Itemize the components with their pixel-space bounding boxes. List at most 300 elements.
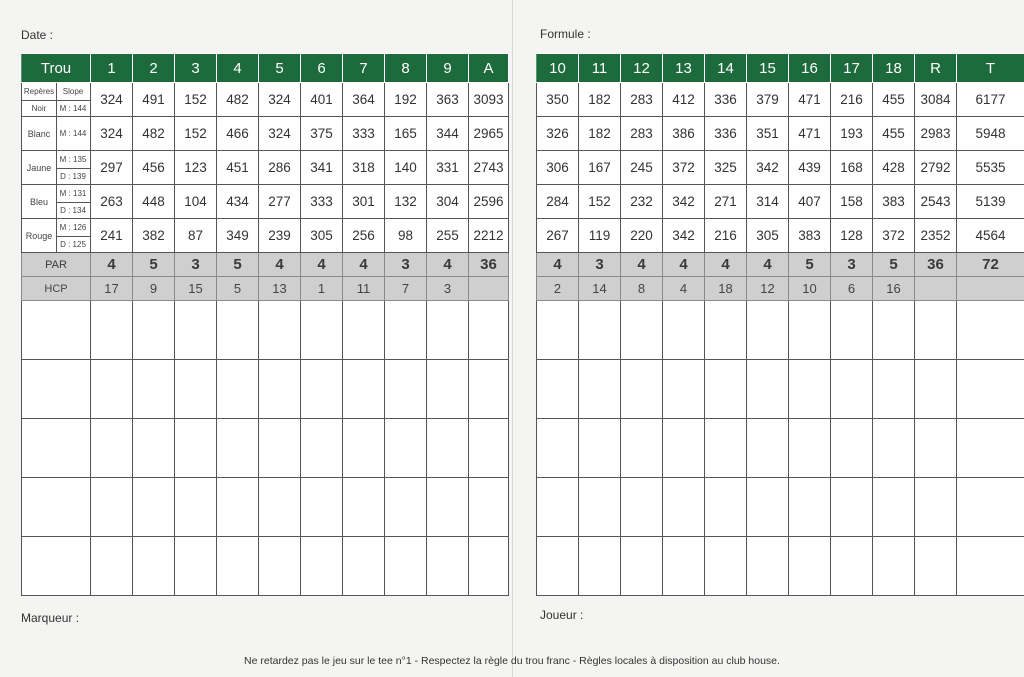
- distance-cell: 304: [427, 185, 469, 219]
- score-grand-total-cell[interactable]: [957, 301, 1024, 360]
- tee-label-cell: [22, 83, 91, 117]
- page-fold: [512, 0, 513, 677]
- score-cell[interactable]: [789, 419, 831, 478]
- score-cell[interactable]: [175, 360, 217, 419]
- scorecard-front-nine: [21, 53, 509, 596]
- footer-rules-note: Ne retardez pas le jeu sur le tee n°1 - Respectez la règle du trou franc - Règles locales à disposition au club house.: [244, 655, 780, 667]
- par-grand-total-cell: 72: [957, 253, 1024, 277]
- score-cell[interactable]: [747, 419, 789, 478]
- distance-cell: 263: [91, 185, 133, 219]
- slope-cell: [56, 151, 90, 184]
- distance-cell: 363: [427, 83, 469, 117]
- score-total-cell[interactable]: [915, 537, 957, 596]
- score-cell[interactable]: [175, 478, 217, 537]
- distance-cell: 428: [873, 151, 915, 185]
- distance-cell: 412: [663, 83, 705, 117]
- distance-cell: 119: [579, 219, 621, 253]
- score-cell[interactable]: [621, 419, 663, 478]
- par-cell: 4: [705, 253, 747, 277]
- distance-cell: 255: [427, 219, 469, 253]
- score-cell[interactable]: [217, 537, 259, 596]
- slope-value-women: D : 134: [60, 206, 86, 216]
- slope-value-men: M : 131: [56, 185, 90, 203]
- distance-cell: 455: [873, 83, 915, 117]
- tee-name-noir: [22, 83, 57, 116]
- score-cell[interactable]: [259, 360, 301, 419]
- score-cell[interactable]: [427, 419, 469, 478]
- score-cell[interactable]: [385, 419, 427, 478]
- distance-grand-total-cell: 5535: [957, 151, 1024, 185]
- score-cell[interactable]: [343, 537, 385, 596]
- score-cell[interactable]: [873, 537, 915, 596]
- score-cell[interactable]: [789, 360, 831, 419]
- score-cell[interactable]: [705, 360, 747, 419]
- score-cell[interactable]: [385, 360, 427, 419]
- date-label: Date :: [21, 28, 54, 42]
- distance-cell: 372: [663, 151, 705, 185]
- score-cell[interactable]: [705, 301, 747, 360]
- slope-cell: [56, 117, 90, 150]
- distance-total-cell: 3093: [469, 83, 509, 117]
- distance-grand-total-cell: 6177: [957, 83, 1024, 117]
- score-cell[interactable]: [831, 419, 873, 478]
- hcp-cell: 4: [663, 277, 705, 301]
- distance-cell: 301: [343, 185, 385, 219]
- score-cell[interactable]: [663, 301, 705, 360]
- hcp-cell: 13: [259, 277, 301, 301]
- header-cell: 13: [663, 54, 705, 83]
- distance-cell: 132: [385, 185, 427, 219]
- tee-label-cell: [22, 117, 91, 151]
- score-row: [22, 419, 509, 478]
- distance-cell: 336: [705, 83, 747, 117]
- par-cell: 4: [343, 253, 385, 277]
- par-cell: 5: [133, 253, 175, 277]
- score-cell[interactable]: [427, 360, 469, 419]
- distance-cell: 324: [259, 83, 301, 117]
- score-grand-total-cell[interactable]: [957, 537, 1024, 596]
- distance-cell: 350: [537, 83, 579, 117]
- par-cell: 3: [385, 253, 427, 277]
- score-cell[interactable]: [343, 478, 385, 537]
- score-cell[interactable]: [579, 301, 621, 360]
- score-cell[interactable]: [259, 419, 301, 478]
- hcp-cell: 1: [301, 277, 343, 301]
- hcp-cell: 6: [831, 277, 873, 301]
- header-cell: 15: [747, 54, 789, 83]
- score-cell[interactable]: [217, 419, 259, 478]
- slope-value-women: D : 125: [60, 240, 86, 250]
- score-cell[interactable]: [537, 478, 579, 537]
- distance-total-cell: 2743: [469, 151, 509, 185]
- hcp-cell: 14: [579, 277, 621, 301]
- distance-grand-total-cell: 5139: [957, 185, 1024, 219]
- tee-row-noir: [22, 83, 509, 117]
- distance-cell: 104: [175, 185, 217, 219]
- hcp-cell: 11: [343, 277, 385, 301]
- distance-cell: 220: [621, 219, 663, 253]
- score-total-cell[interactable]: [915, 478, 957, 537]
- score-cell[interactable]: [217, 360, 259, 419]
- distance-cell: 364: [343, 83, 385, 117]
- score-cell[interactable]: [831, 537, 873, 596]
- score-cell[interactable]: [175, 537, 217, 596]
- tee-label-cell: [22, 151, 91, 185]
- distance-cell: 382: [133, 219, 175, 253]
- player-name-cell[interactable]: [22, 360, 91, 419]
- distance-cell: 245: [621, 151, 663, 185]
- distance-cell: 284: [537, 185, 579, 219]
- distance-cell: 466: [217, 117, 259, 151]
- hcp-cell: 8: [621, 277, 663, 301]
- score-cell[interactable]: [91, 419, 133, 478]
- distance-grand-total-cell: 4564: [957, 219, 1024, 253]
- score-cell[interactable]: [873, 301, 915, 360]
- distance-grand-total-cell: 5948: [957, 117, 1024, 151]
- score-cell[interactable]: [427, 301, 469, 360]
- tee-name-jaune: Jaune: [22, 151, 57, 184]
- score-cell[interactable]: [301, 360, 343, 419]
- par-cell: 4: [747, 253, 789, 277]
- tee-row-rouge: [537, 219, 1024, 253]
- hcp-label: HCP: [22, 277, 91, 301]
- distance-cell: 128: [831, 219, 873, 253]
- score-row: [537, 478, 1024, 537]
- header-cell: 8: [385, 54, 427, 83]
- tee-name-bleu: Bleu: [22, 185, 57, 218]
- player-name-cell[interactable]: [22, 301, 91, 360]
- hcp-cell: 12: [747, 277, 789, 301]
- score-cell[interactable]: [259, 478, 301, 537]
- score-cell[interactable]: [537, 301, 579, 360]
- score-cell[interactable]: [133, 478, 175, 537]
- tee-row-noir: [537, 83, 1024, 117]
- slope-cell: [56, 185, 90, 218]
- score-cell[interactable]: [789, 478, 831, 537]
- hcp-cell: 3: [427, 277, 469, 301]
- slope-value: M : 144: [59, 129, 87, 138]
- score-total-cell[interactable]: [469, 419, 509, 478]
- distance-cell: 193: [831, 117, 873, 151]
- header-cell: 18: [873, 54, 915, 83]
- score-cell[interactable]: [579, 419, 621, 478]
- score-cell[interactable]: [133, 419, 175, 478]
- header-cell: 2: [133, 54, 175, 83]
- distance-total-cell: 2596: [469, 185, 509, 219]
- distance-cell: 471: [789, 117, 831, 151]
- score-cell[interactable]: [537, 360, 579, 419]
- score-cell[interactable]: [217, 301, 259, 360]
- hcp-cell: 18: [705, 277, 747, 301]
- par-cell: 4: [301, 253, 343, 277]
- score-cell[interactable]: [747, 537, 789, 596]
- distance-cell: 324: [259, 117, 301, 151]
- slope-header: Slope: [56, 83, 90, 101]
- joueur-label: Joueur :: [540, 608, 584, 622]
- tee-row-bleu: [537, 185, 1024, 219]
- score-cell[interactable]: [663, 419, 705, 478]
- distance-cell: 326: [537, 117, 579, 151]
- score-total-cell[interactable]: [915, 419, 957, 478]
- distance-cell: 305: [747, 219, 789, 253]
- score-cell[interactable]: [873, 478, 915, 537]
- score-cell[interactable]: [427, 478, 469, 537]
- header-cell: 14: [705, 54, 747, 83]
- par-cell: 5: [873, 253, 915, 277]
- score-total-cell[interactable]: [915, 360, 957, 419]
- score-cell[interactable]: [385, 478, 427, 537]
- score-cell[interactable]: [831, 301, 873, 360]
- score-total-cell[interactable]: [915, 301, 957, 360]
- distance-total-cell: 2983: [915, 117, 957, 151]
- slope-value-men: M : 126: [56, 219, 90, 237]
- score-cell[interactable]: [663, 537, 705, 596]
- header-cell: 17: [831, 54, 873, 83]
- score-cell[interactable]: [579, 478, 621, 537]
- score-cell[interactable]: [301, 478, 343, 537]
- distance-cell: 341: [301, 151, 343, 185]
- score-cell[interactable]: [831, 478, 873, 537]
- score-cell[interactable]: [789, 537, 831, 596]
- score-cell[interactable]: [343, 301, 385, 360]
- distance-total-cell: 3084: [915, 83, 957, 117]
- score-grand-total-cell[interactable]: [957, 478, 1024, 537]
- header-cell-trou: Trou: [22, 54, 91, 83]
- header-cell: 1: [91, 54, 133, 83]
- score-cell[interactable]: [747, 360, 789, 419]
- score-cell[interactable]: [621, 537, 663, 596]
- header-cell: 7: [343, 54, 385, 83]
- distance-cell: 333: [343, 117, 385, 151]
- score-cell[interactable]: [705, 419, 747, 478]
- distance-cell: 455: [873, 117, 915, 151]
- hcp-cell: 9: [133, 277, 175, 301]
- hcp-cell: 15: [175, 277, 217, 301]
- slope-cell: [56, 83, 90, 116]
- score-cell[interactable]: [385, 301, 427, 360]
- distance-cell: 407: [789, 185, 831, 219]
- score-grand-total-cell[interactable]: [957, 360, 1024, 419]
- header-cell: R: [915, 54, 957, 83]
- score-total-cell[interactable]: [469, 478, 509, 537]
- par-cell: 5: [789, 253, 831, 277]
- score-cell[interactable]: [873, 360, 915, 419]
- distance-cell: 482: [217, 83, 259, 117]
- header-row: [22, 54, 509, 83]
- score-cell[interactable]: [343, 360, 385, 419]
- score-cell[interactable]: [579, 537, 621, 596]
- hcp-total-cell: [915, 277, 957, 301]
- score-total-cell[interactable]: [469, 537, 509, 596]
- player-name-cell[interactable]: [22, 537, 91, 596]
- par-cell: 3: [579, 253, 621, 277]
- distance-cell: 140: [385, 151, 427, 185]
- score-cell[interactable]: [747, 301, 789, 360]
- score-cell[interactable]: [301, 419, 343, 478]
- distance-cell: 325: [705, 151, 747, 185]
- distance-cell: 158: [831, 185, 873, 219]
- distance-cell: 439: [789, 151, 831, 185]
- distance-cell: 152: [175, 83, 217, 117]
- header-cell: 4: [217, 54, 259, 83]
- score-cell[interactable]: [217, 478, 259, 537]
- distance-cell: 401: [301, 83, 343, 117]
- score-cell[interactable]: [621, 301, 663, 360]
- distance-cell: 283: [621, 83, 663, 117]
- score-cell[interactable]: [259, 301, 301, 360]
- hcp-cell: 16: [873, 277, 915, 301]
- score-cell[interactable]: [705, 478, 747, 537]
- score-cell[interactable]: [91, 537, 133, 596]
- score-cell[interactable]: [133, 360, 175, 419]
- distance-cell: 98: [385, 219, 427, 253]
- score-cell[interactable]: [175, 301, 217, 360]
- score-cell[interactable]: [301, 301, 343, 360]
- distance-cell: 165: [385, 117, 427, 151]
- score-cell[interactable]: [873, 419, 915, 478]
- distance-cell: 152: [579, 185, 621, 219]
- score-cell[interactable]: [133, 537, 175, 596]
- hcp-row: [537, 277, 1024, 301]
- score-cell[interactable]: [91, 360, 133, 419]
- header-cell: 10: [537, 54, 579, 83]
- score-cell[interactable]: [91, 478, 133, 537]
- tee-name-rouge: Rouge: [22, 219, 57, 252]
- par-cell: 4: [91, 253, 133, 277]
- hcp-cell: 17: [91, 277, 133, 301]
- score-cell[interactable]: [705, 537, 747, 596]
- score-cell[interactable]: [91, 301, 133, 360]
- header-cell: 5: [259, 54, 301, 83]
- par-row: [22, 253, 509, 277]
- score-row: [22, 301, 509, 360]
- score-cell[interactable]: [789, 301, 831, 360]
- score-cell[interactable]: [301, 537, 343, 596]
- score-cell[interactable]: [427, 537, 469, 596]
- tee-label-cell: [22, 185, 91, 219]
- distance-total-cell: 2212: [469, 219, 509, 253]
- distance-total-cell: 2792: [915, 151, 957, 185]
- par-cell: 3: [175, 253, 217, 277]
- score-cell[interactable]: [537, 419, 579, 478]
- score-total-cell[interactable]: [469, 360, 509, 419]
- score-cell[interactable]: [579, 360, 621, 419]
- header-cell: 6: [301, 54, 343, 83]
- distance-cell: 232: [621, 185, 663, 219]
- distance-cell: 152: [175, 117, 217, 151]
- score-grand-total-cell[interactable]: [957, 419, 1024, 478]
- distance-cell: 216: [705, 219, 747, 253]
- player-name-cell[interactable]: [22, 419, 91, 478]
- score-row: [22, 537, 509, 596]
- hcp-cell: 2: [537, 277, 579, 301]
- score-cell[interactable]: [133, 301, 175, 360]
- score-cell[interactable]: [663, 478, 705, 537]
- distance-cell: 182: [579, 117, 621, 151]
- score-cell[interactable]: [663, 360, 705, 419]
- tee-row-bleu: [22, 185, 509, 219]
- hcp-total-cell: [469, 277, 509, 301]
- par-label: PAR: [22, 253, 91, 277]
- distance-total-cell: 2965: [469, 117, 509, 151]
- score-cell[interactable]: [175, 419, 217, 478]
- hcp-cell: 5: [217, 277, 259, 301]
- distance-cell: 168: [831, 151, 873, 185]
- distance-cell: 182: [579, 83, 621, 117]
- distance-cell: 331: [427, 151, 469, 185]
- par-total-cell: 36: [469, 253, 509, 277]
- distance-cell: 241: [91, 219, 133, 253]
- score-cell[interactable]: [343, 419, 385, 478]
- score-cell[interactable]: [259, 537, 301, 596]
- distance-cell: 349: [217, 219, 259, 253]
- score-cell[interactable]: [621, 360, 663, 419]
- distance-total-cell: 2543: [915, 185, 957, 219]
- score-row: [22, 360, 509, 419]
- distance-cell: 383: [789, 219, 831, 253]
- par-cell: 4: [259, 253, 301, 277]
- score-cell[interactable]: [831, 360, 873, 419]
- tee-row-blanc: [22, 117, 509, 151]
- score-row: [537, 301, 1024, 360]
- distance-cell: 456: [133, 151, 175, 185]
- tee-label-cell: [22, 219, 91, 253]
- slope-cell: [56, 219, 90, 252]
- distance-cell: 324: [91, 117, 133, 151]
- distance-cell: 451: [217, 151, 259, 185]
- score-cell[interactable]: [747, 478, 789, 537]
- tee-name-label: Noir: [31, 104, 47, 114]
- header-row: [537, 54, 1024, 83]
- score-row: [537, 360, 1024, 419]
- distance-cell: 271: [705, 185, 747, 219]
- score-cell[interactable]: [537, 537, 579, 596]
- distance-cell: 314: [747, 185, 789, 219]
- score-total-cell[interactable]: [469, 301, 509, 360]
- tee-row-rouge: [22, 219, 509, 253]
- hcp-grand-total-cell: [957, 277, 1024, 301]
- distance-cell: 267: [537, 219, 579, 253]
- distance-cell: 333: [301, 185, 343, 219]
- distance-cell: 324: [91, 83, 133, 117]
- slope-value: M : 144: [59, 104, 87, 114]
- distance-cell: 342: [747, 151, 789, 185]
- distance-cell: 491: [133, 83, 175, 117]
- formule-label: Formule :: [540, 27, 591, 41]
- distance-cell: 123: [175, 151, 217, 185]
- distance-cell: 306: [537, 151, 579, 185]
- par-cell: 4: [621, 253, 663, 277]
- distance-cell: 471: [789, 83, 831, 117]
- distance-cell: 375: [301, 117, 343, 151]
- distance-cell: 87: [175, 219, 217, 253]
- distance-cell: 305: [301, 219, 343, 253]
- score-cell[interactable]: [385, 537, 427, 596]
- distance-cell: 277: [259, 185, 301, 219]
- par-cell: 4: [663, 253, 705, 277]
- distance-cell: 256: [343, 219, 385, 253]
- tee-row-jaune: [537, 151, 1024, 185]
- score-row: [22, 478, 509, 537]
- score-cell[interactable]: [621, 478, 663, 537]
- distance-cell: 344: [427, 117, 469, 151]
- header-cell: 3: [175, 54, 217, 83]
- distance-cell: 167: [579, 151, 621, 185]
- hcp-cell: 7: [385, 277, 427, 301]
- player-name-cell[interactable]: [22, 478, 91, 537]
- distance-cell: 336: [705, 117, 747, 151]
- distance-cell: 372: [873, 219, 915, 253]
